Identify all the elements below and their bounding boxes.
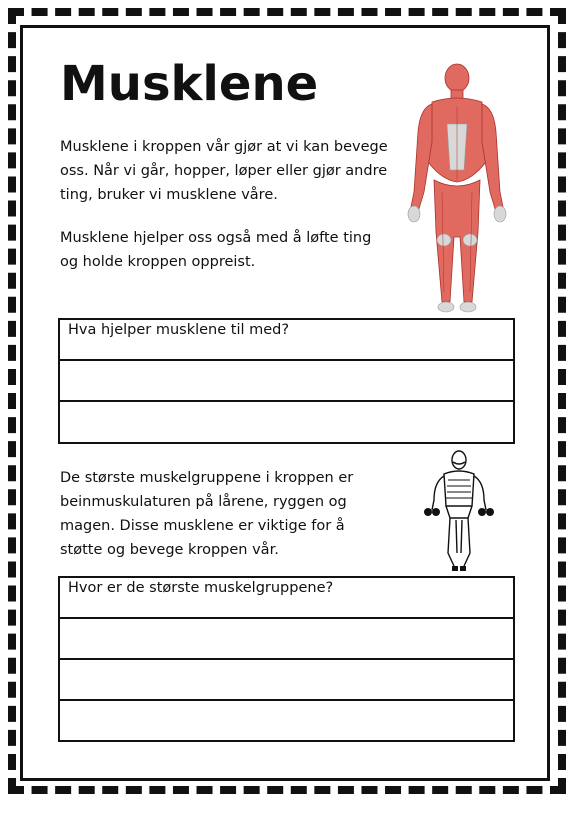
question-box-1 bbox=[58, 318, 515, 444]
answer-line-2a[interactable] bbox=[60, 619, 513, 660]
question-1-label: Hva hjelper musklene til med? bbox=[60, 320, 513, 361]
answer-line-2b[interactable] bbox=[60, 660, 513, 701]
support-paragraph: Musklene hjelper oss også med å løfte ting og holde kroppen oppreist. bbox=[60, 230, 372, 270]
page-title: Musklene bbox=[60, 56, 319, 112]
answer-line-2c[interactable] bbox=[60, 701, 513, 742]
strongman-icon bbox=[420, 448, 498, 573]
intro-paragraph: Musklene i kroppen vår gjør at vi kan bevege oss. Når vi går, hopper, løper eller gjør andre ting, bruker vi musklene våre. bbox=[60, 139, 388, 203]
muscle-anatomy-icon bbox=[402, 62, 512, 317]
answer-line-1b[interactable] bbox=[60, 402, 513, 443]
question-2-label: Hvor er de største muskelgruppene? bbox=[60, 578, 513, 619]
question-box-2 bbox=[58, 576, 515, 742]
answer-line-1a[interactable] bbox=[60, 361, 513, 402]
muscle-groups-paragraph: De største muskelgruppene i kroppen er beinmuskulaturen på lårene, ryggen og magen. Disse musklene er viktige for å støtte og bevege kroppen vår. bbox=[60, 470, 354, 558]
